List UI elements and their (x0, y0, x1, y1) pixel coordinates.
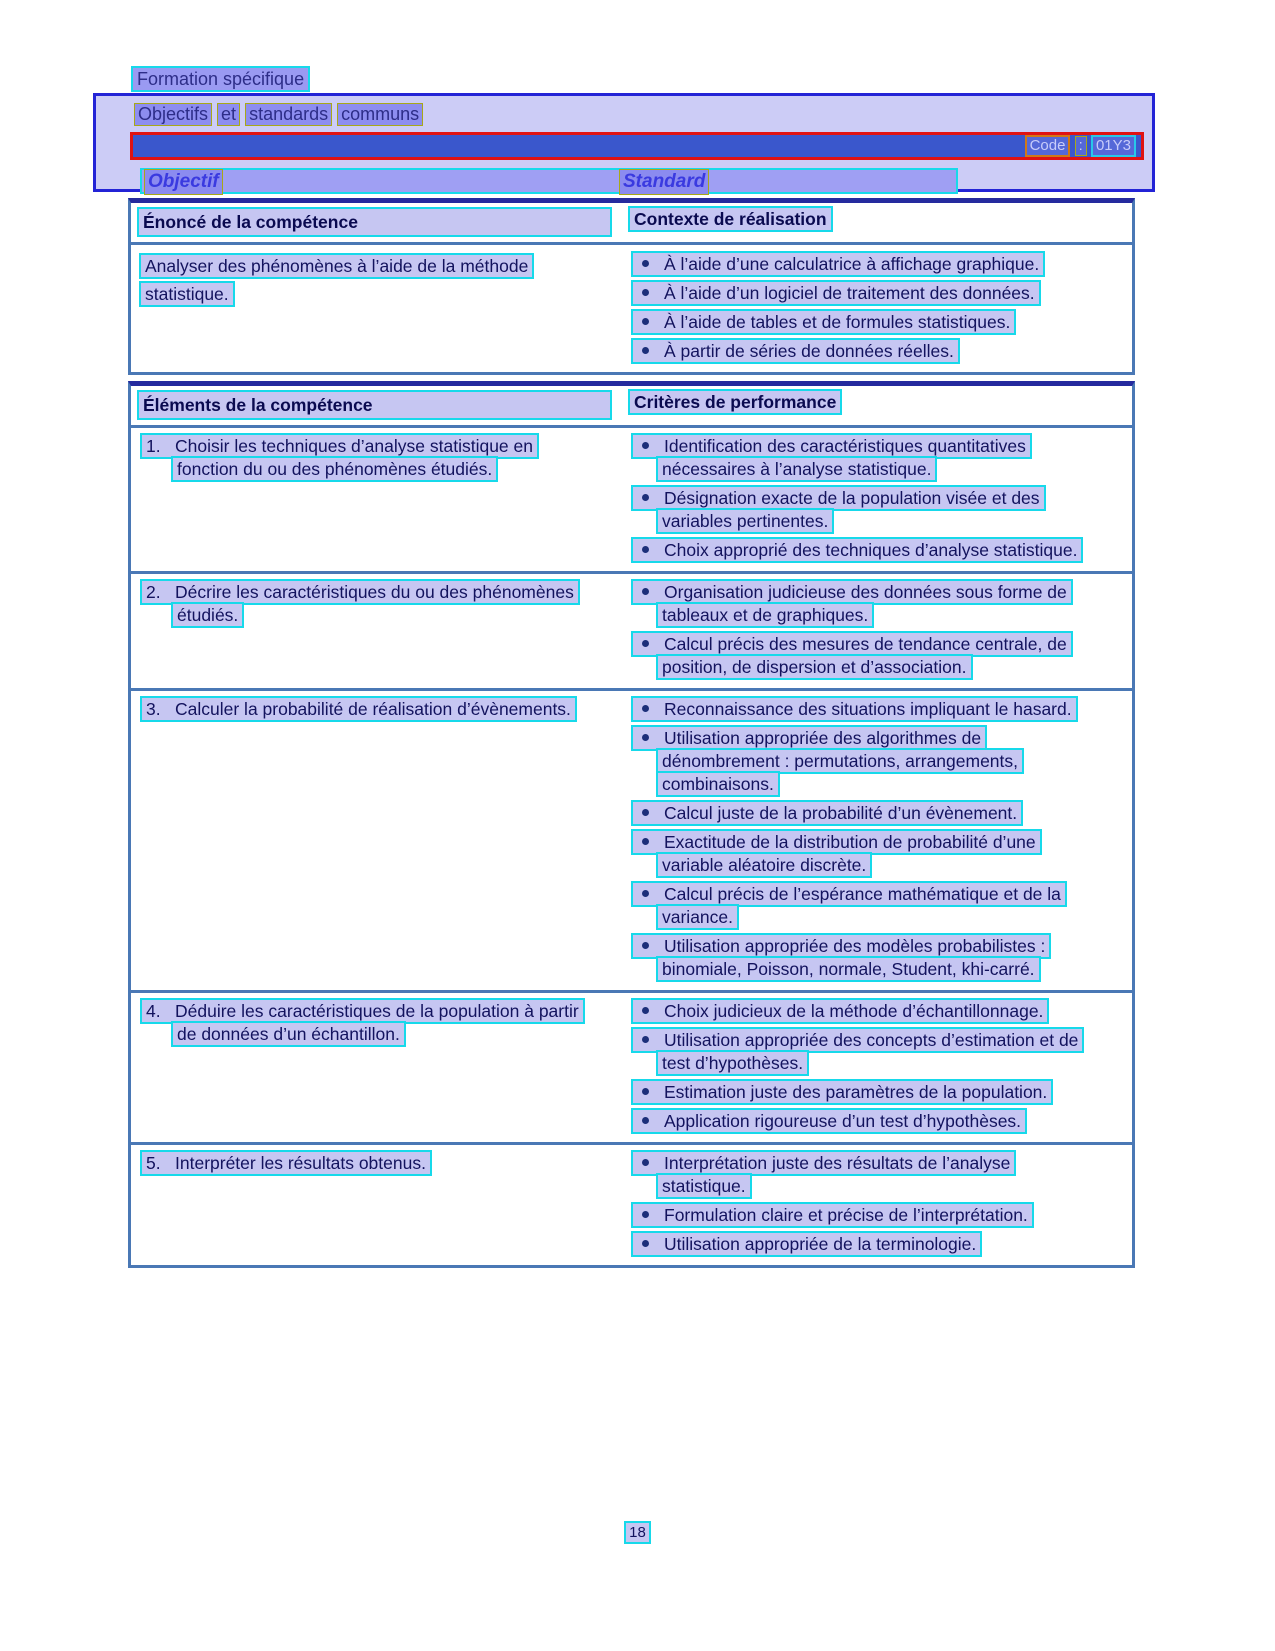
objectif-standard-strip (140, 168, 958, 194)
section-title (134, 103, 423, 126)
criterion-item (620, 1233, 1092, 1256)
criterion-item (620, 1110, 1092, 1133)
bullet-icon (642, 546, 649, 553)
criterion-text: Désignation exacte de la population visée et des variables pertinentes. (662, 488, 1040, 531)
bullet-icon (642, 705, 649, 712)
criterion-item (620, 1000, 1092, 1023)
criteria-list (620, 691, 1132, 990)
element-cell (131, 691, 620, 990)
element-number: 3. (146, 699, 161, 719)
criterion-text: Calcul juste de la probabilité d’un évènement. (664, 803, 1018, 823)
bullet-icon (642, 1088, 649, 1095)
title-word-communs: communs (337, 103, 423, 126)
criterion-item (620, 487, 1092, 533)
criterion-text: Utilisation appropriée de la terminologie. (664, 1234, 977, 1254)
criterion-item (620, 698, 1092, 721)
context-item-text: À l’aide de tables et de formules statistiques. (664, 312, 1011, 332)
element-cell (131, 993, 620, 1142)
contexte-header-cell (620, 203, 1132, 242)
criterion-text: Organisation judicieuse des données sous forme de tableaux et de graphiques. (662, 582, 1067, 625)
criterion-text: Exactitude de la distribution de probabilité d’une variable aléatoire discrète. (662, 832, 1036, 875)
bullet-icon (642, 588, 649, 595)
criterion-text: Utilisation appropriée des algorithmes de dénombrement : permutations, arrangements, combinaisons. (662, 728, 1019, 794)
criterion-text: Application rigoureuse d’un test d’hypothèses. (664, 1111, 1022, 1131)
criterion-item (620, 539, 1092, 562)
code-bar (130, 132, 1144, 160)
competence-row (131, 245, 1132, 372)
criteres-header-text: Critères de performance (628, 389, 842, 415)
criterion-item (620, 727, 1092, 796)
criteria-list (620, 1145, 1132, 1265)
title-word-et: et (217, 103, 240, 126)
criteres-header-cell (620, 386, 1132, 425)
page-number-text: 18 (624, 1521, 651, 1544)
bullet-icon (642, 640, 649, 647)
bullet-icon (642, 494, 649, 501)
criterion-item (620, 1204, 1092, 1227)
element-text: Choisir les techniques d’analyse statistique en fonction du ou des phénomènes étudiés. (175, 436, 533, 479)
code-value: 01Y3 (1091, 135, 1136, 157)
criteria-list (620, 993, 1132, 1142)
criterion-item (620, 831, 1092, 877)
criterion-text: Identification des caractéristiques quantitatives nécessaires à l’analyse statistique. (662, 436, 1026, 479)
title-word-standards: standards (245, 103, 332, 126)
page-number (0, 1524, 1275, 1541)
enonce-header-text: Énoncé de la compétence (137, 207, 612, 237)
element-item (139, 1000, 596, 1046)
competence-table (128, 198, 1135, 375)
element-cell (131, 1145, 620, 1265)
criterion-text: Reconnaissance des situations impliquant le hasard. (664, 699, 1072, 719)
bullet-icon (642, 1211, 649, 1218)
contexte-list (620, 245, 1132, 372)
criterion-text: Calcul précis de l’espérance mathématique et de la variance. (662, 884, 1061, 927)
element-row-1 (131, 428, 1132, 571)
element-row-4 (131, 990, 1132, 1142)
elements-table (128, 381, 1135, 1268)
criterion-item (620, 1081, 1092, 1104)
objectif-heading: Objectif (144, 169, 223, 195)
element-number: 2. (146, 582, 161, 602)
bullet-icon (642, 318, 649, 325)
context-item-text: À l’aide d’une calculatrice à affichage graphique. (664, 254, 1040, 274)
criteria-list (620, 428, 1132, 571)
competence-statement: Analyser des phénomènes à l’aide de la méthode statistique. (139, 252, 596, 308)
criterion-text: Formulation claire et précise de l’interprétation. (664, 1205, 1028, 1225)
bullet-icon (642, 1007, 649, 1014)
element-cell (131, 428, 620, 571)
element-cell (131, 574, 620, 688)
code-colon: : (1075, 136, 1087, 156)
context-item (620, 339, 1092, 363)
criterion-item (620, 802, 1092, 825)
criterion-item (620, 633, 1092, 679)
contexte-header-text: Contexte de réalisation (628, 206, 833, 232)
elements-table-header (131, 386, 1132, 428)
criterion-text: Utilisation appropriée des concepts d’estimation et de test d’hypothèses. (662, 1030, 1079, 1073)
criterion-item (620, 883, 1092, 929)
element-text: Calculer la probabilité de réalisation d’évènements. (175, 699, 571, 719)
bullet-icon (642, 347, 649, 354)
context-item (620, 252, 1092, 276)
enonce-header-cell (131, 203, 620, 242)
element-text: Décrire les caractéristiques du ou des phénomènes étudiés. (175, 582, 574, 625)
bullet-icon (642, 289, 649, 296)
competence-statement-cell (131, 245, 620, 372)
element-text: Interpréter les résultats obtenus. (175, 1153, 426, 1173)
criterion-text: Utilisation appropriée des modèles probabilistes : binomiale, Poisson, normale, Student, khi-carré. (662, 936, 1046, 979)
formation-label-text: Formation spécifique (131, 66, 310, 92)
criteria-list (620, 574, 1132, 688)
criterion-text: Interprétation juste des résultats de l’analyse statistique. (662, 1153, 1011, 1196)
element-row-3 (131, 688, 1132, 990)
bullet-icon (642, 260, 649, 267)
bullet-icon (642, 1159, 649, 1166)
context-item (620, 310, 1092, 334)
element-item (139, 1152, 596, 1175)
element-item (139, 698, 596, 721)
context-item-text: À l’aide d’un logiciel de traitement des données. (664, 283, 1035, 303)
element-item (139, 581, 596, 627)
criterion-text: Calcul précis des mesures de tendance centrale, de position, de dispersion et d’association. (662, 634, 1067, 677)
element-row-5 (131, 1142, 1132, 1265)
bullet-icon (642, 442, 649, 449)
criterion-item (620, 1029, 1092, 1075)
bullet-icon (642, 1240, 649, 1247)
title-word-objectifs: Objectifs (134, 103, 212, 126)
context-item-text: À partir de séries de données réelles. (664, 341, 954, 361)
code-label: Code (1025, 135, 1071, 157)
context-item (620, 281, 1092, 305)
elements-header-text: Éléments de la compétence (137, 390, 612, 420)
bullet-icon (642, 942, 649, 949)
bullet-icon (642, 734, 649, 741)
bullet-icon (642, 838, 649, 845)
element-number: 1. (146, 436, 161, 456)
element-row-2 (131, 571, 1132, 688)
formation-label (131, 69, 310, 90)
criterion-text: Estimation juste des paramètres de la population. (664, 1082, 1048, 1102)
element-item (139, 435, 596, 481)
criterion-item (620, 435, 1092, 481)
bullet-icon (642, 890, 649, 897)
criterion-item (620, 935, 1092, 981)
element-number: 5. (146, 1153, 161, 1173)
criterion-text: Choix judicieux de la méthode d’échantillonnage. (664, 1001, 1044, 1021)
elements-header-cell (131, 386, 620, 425)
bullet-icon (642, 809, 649, 816)
bullet-icon (642, 1117, 649, 1124)
criterion-item (620, 1152, 1092, 1198)
criterion-item (620, 581, 1092, 627)
element-number: 4. (146, 1001, 161, 1021)
competence-table-header (131, 203, 1132, 245)
bullet-icon (642, 1036, 649, 1043)
criterion-text: Choix approprié des techniques d’analyse statistique. (664, 540, 1078, 560)
objectives-standards-box (93, 93, 1155, 192)
tables-container (128, 198, 1135, 1268)
element-text: Déduire les caractéristiques de la population à partir de données d’un échantillon. (175, 1001, 579, 1044)
standard-heading: Standard (619, 169, 709, 195)
